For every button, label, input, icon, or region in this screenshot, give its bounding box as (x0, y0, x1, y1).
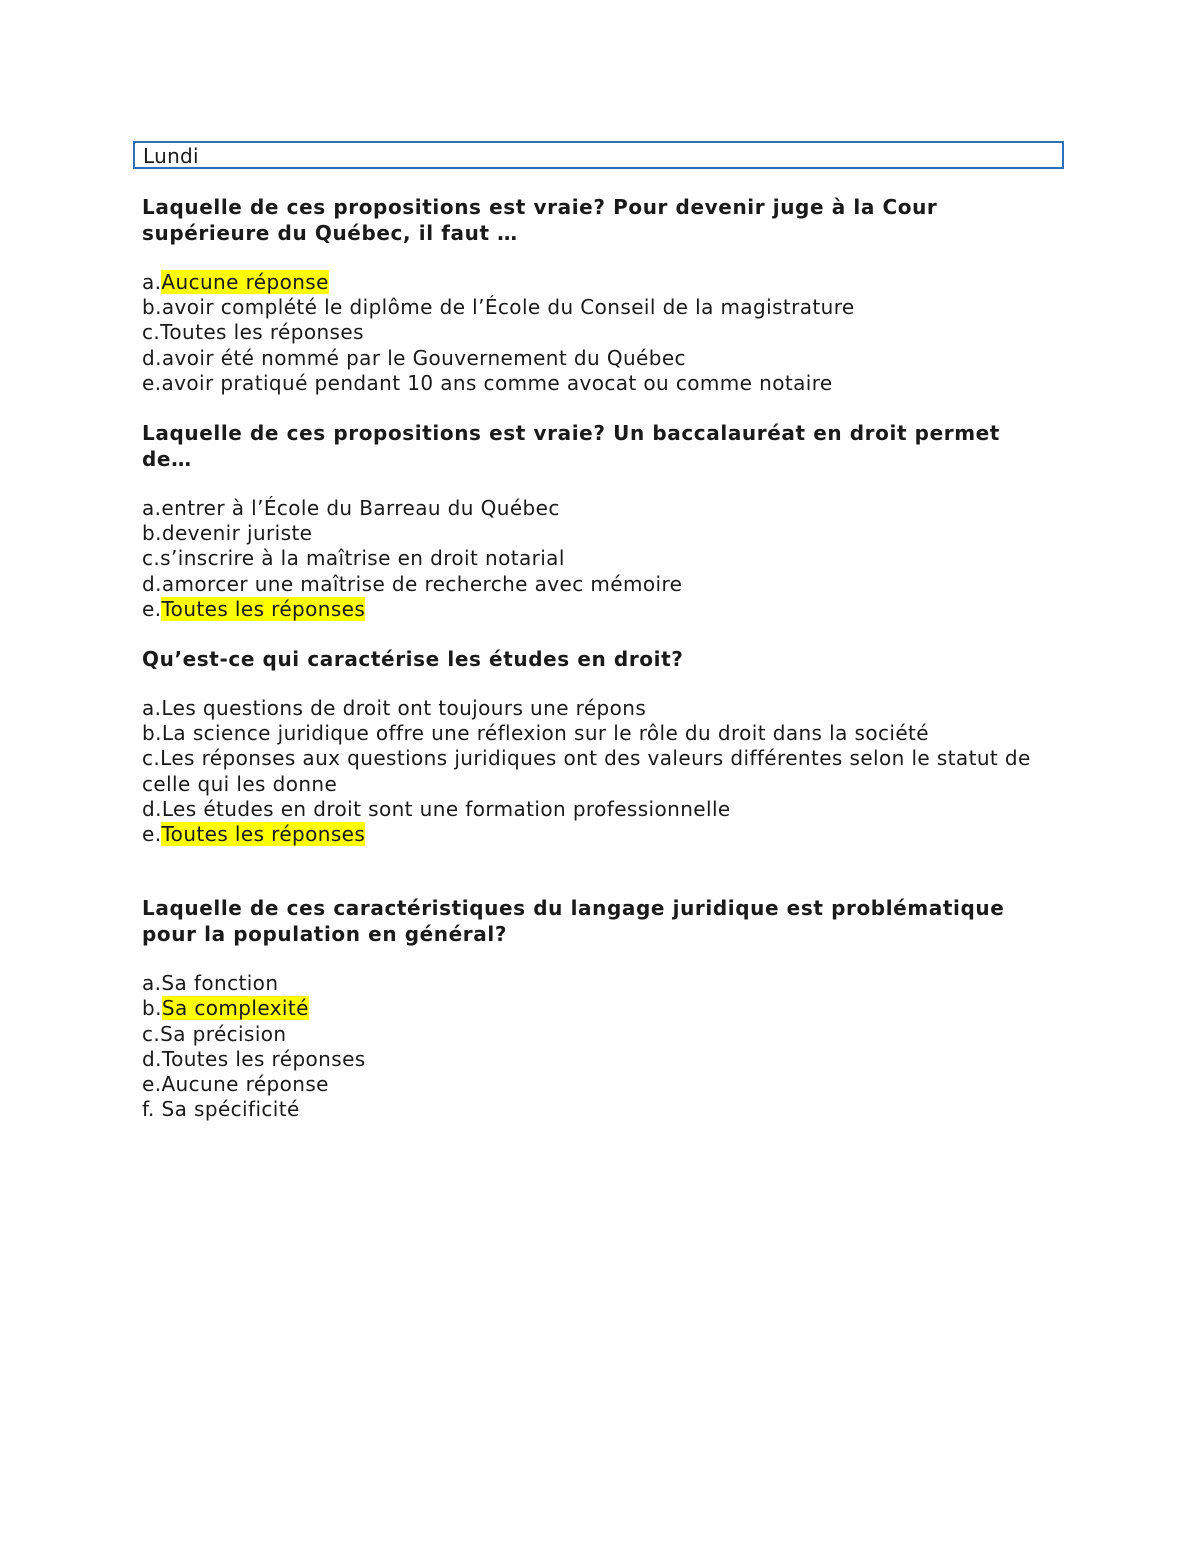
option-e (142, 822, 1042, 847)
option-letter: a. (142, 971, 162, 996)
option-c (142, 320, 1042, 345)
option-text: entrer à l’École du Barreau du Québec (161, 496, 560, 521)
question-text: Laquelle de ces propositions est vraie? Un baccalauréat en droit permet de… (142, 421, 1000, 472)
options-list (142, 971, 1042, 1122)
option-b (142, 996, 1042, 1021)
option-text: Aucune réponse (161, 1072, 329, 1097)
option-letter: e. (142, 822, 162, 847)
option-text-highlighted: Toutes les réponses (161, 596, 366, 621)
option-c (142, 746, 1042, 796)
option-text: avoir complété le diplôme de l’École du Conseil de la magistrature (161, 295, 855, 320)
header-title: Lundi (143, 144, 199, 168)
option-e (142, 371, 1042, 396)
option-letter: d. (142, 1046, 162, 1071)
option-text: Sa précision (160, 1021, 287, 1046)
option-text: avoir pratiqué pendant 10 ans comme avocat ou comme notaire (161, 370, 833, 395)
option-letter: c. (142, 746, 161, 771)
question-block-2 (142, 420, 1042, 622)
question-block-3 (142, 646, 1042, 847)
options-list (142, 496, 1042, 622)
option-text-highlighted: Sa complexité (161, 996, 309, 1021)
option-a (142, 270, 1042, 295)
question-text: Laquelle de ces caractéristiques du langage juridique est problématique pour la population en général? (142, 896, 1005, 947)
option-d (142, 797, 1042, 822)
option-letter: d. (142, 796, 162, 821)
option-text: La science juridique offre une réflexion sur le rôle du droit dans la société (161, 721, 929, 746)
option-d (142, 346, 1042, 371)
option-d (142, 572, 1042, 597)
question-block-1 (142, 194, 1042, 396)
option-text: Les études en droit sont une formation professionnelle (161, 796, 731, 821)
option-text: avoir été nommé par le Gouvernement du Québec (161, 345, 686, 370)
option-text: Les questions de droit ont toujours une répons (161, 696, 647, 721)
header-title-box (133, 141, 1064, 169)
question-text: Laquelle de ces propositions est vraie? Pour devenir juge à la Cour supérieure du Québec, il faut … (142, 195, 938, 245)
option-text: Sa fonction (161, 971, 279, 996)
option-d (142, 1047, 1042, 1072)
option-letter: d. (142, 345, 162, 370)
option-e (142, 1072, 1042, 1097)
option-a (142, 696, 1042, 721)
option-letter: b. (142, 521, 162, 546)
option-text: amorcer une maîtrise de recherche avec mémoire (161, 571, 683, 596)
option-text: s’inscrire à la maîtrise en droit notarial (160, 546, 565, 571)
option-f (142, 1097, 1042, 1122)
option-letter: a. (142, 270, 162, 294)
option-letter: a. (142, 496, 162, 521)
option-text: Toutes les réponses (161, 1046, 366, 1071)
option-letter: e. (142, 370, 162, 395)
option-letter: b. (142, 295, 162, 320)
option-letter: a. (142, 696, 162, 721)
option-text: devenir juriste (161, 521, 313, 546)
option-a (142, 496, 1042, 521)
option-a (142, 971, 1042, 996)
option-text-highlighted: Aucune réponse (161, 270, 329, 294)
option-b (142, 721, 1042, 746)
question-text: Qu’est-ce qui caractérise les études en droit? (142, 647, 684, 672)
option-c (142, 546, 1042, 571)
option-letter: c. (142, 1021, 161, 1046)
option-letter: e. (142, 596, 162, 621)
option-b (142, 521, 1042, 546)
option-letter: c. (142, 546, 161, 571)
option-letter: c. (142, 320, 161, 345)
option-text-highlighted: Toutes les réponses (161, 822, 366, 847)
options-list (142, 696, 1042, 847)
option-b (142, 295, 1042, 320)
option-letter: b. (142, 996, 162, 1021)
option-letter: d. (142, 571, 162, 596)
option-letter: e. (142, 1072, 162, 1097)
option-letter: f. (142, 1097, 162, 1122)
options-list (142, 270, 1042, 396)
option-text: Toutes les réponses (160, 320, 364, 345)
option-e (142, 597, 1042, 622)
question-block-4 (142, 895, 1042, 1122)
option-text: Sa spécificité (161, 1097, 300, 1122)
option-text: Les réponses aux questions juridiques ont des valeurs différentes selon le statut de celle qui les donne (142, 746, 1031, 796)
option-c (142, 1022, 1042, 1047)
option-letter: b. (142, 721, 162, 746)
quiz-content (142, 194, 1042, 1146)
